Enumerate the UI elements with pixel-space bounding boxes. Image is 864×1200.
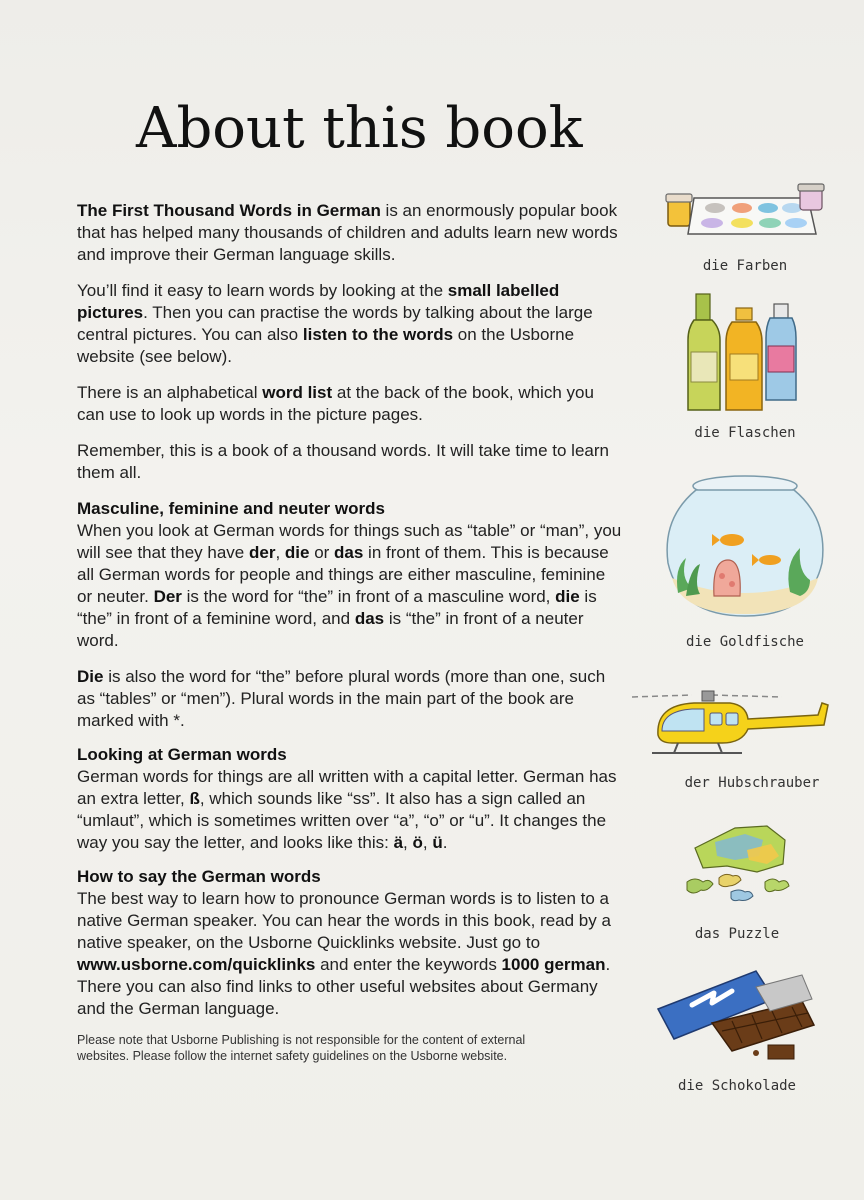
book-title-bold: The First Thousand Words in German: [77, 201, 381, 220]
intro-text: on the Usborne website (see below).: [77, 325, 575, 366]
text: ,: [403, 833, 413, 852]
bold-letter: ä: [393, 833, 404, 852]
bold-letter: ü: [432, 833, 443, 852]
intro-paragraph-1: [77, 200, 622, 266]
bold-word: die: [555, 587, 580, 606]
text: is “the” in front of a feminine word, and: [77, 587, 597, 628]
intro-text: is an enormously popular book that has helped many thousands of children and adults learn new words and improve their German language skills.: [77, 201, 618, 264]
picture-caption: die Flaschen: [694, 425, 796, 441]
intro-paragraph-2: [77, 280, 622, 368]
picture-caption: die Goldfische: [685, 634, 804, 650]
text: is also the word for “the” before plural words (more than one, such as “tables” or “men”). Plural words in the main part of the book are marked with *.: [77, 667, 606, 730]
bold-phrase: small labelled pictures: [77, 281, 560, 322]
section-looking: [77, 744, 622, 854]
text: is “the” in front of a neuter word.: [77, 609, 584, 650]
text: or: [309, 543, 335, 562]
picture-caption: die Farben: [702, 258, 788, 274]
intro-text: You’ll find it easy to learn words by looking at the: [77, 281, 448, 300]
intro-text: . Then you can practise the words by talking about the large central pictures. You can also: [77, 303, 593, 344]
bold-word: die: [284, 543, 310, 562]
bold-letter: ö: [412, 833, 423, 852]
bold-word: das: [354, 609, 385, 628]
bold-word: der: [248, 543, 276, 562]
bold-phrase: word list: [262, 383, 333, 402]
text: When you look at German words for things such as “table” or “man”, you will see that they have: [77, 521, 622, 562]
plural-paragraph: [77, 666, 622, 732]
helicopter-icon: [622, 683, 832, 763]
picture-caption: die Schokolade: [677, 1078, 796, 1094]
intro-text: at the back of the book, which you can use to look up words in the picture pages.: [77, 383, 594, 424]
paint-palette-icon: [660, 180, 830, 250]
text: is the word for “the” in front of a masculine word,: [181, 587, 556, 606]
section-gender: [77, 498, 622, 732]
intro-paragraph-4: Remember, this is a book of a thousand words. It will take time to learn them all.: [77, 441, 609, 482]
text: ,: [275, 543, 285, 562]
text: , which sounds like “ss”. It also has a sign called an “umlaut”, which is sometimes written over “a”, “o” or “u”. It changes the way you say the letter, and looks like this:: [77, 789, 607, 852]
bold-word: das: [334, 543, 364, 562]
goldfish-bowl-icon: [660, 468, 830, 623]
quicklinks-url[interactable]: www.usborne.com/quicklinks: [77, 955, 316, 974]
bottles-icon: [680, 290, 810, 415]
keywords: 1000 german: [501, 955, 606, 974]
bold-word: Der: [153, 587, 182, 606]
page-title: About this book: [136, 96, 583, 161]
text: . There you can also find links to other useful websites about Germany and the German language.: [77, 955, 611, 1018]
safety-note: Please note that Usborne Publishing is not responsible for the content of external websites. Please follow the internet safety guidelines on the Usborne website.: [77, 1033, 526, 1063]
text: The best way to learn how to pronounce German words is to listen to a native German speaker. You can hear the words in this book, read by a native speaker, on the Usborne Quicklinks website. Just go to: [77, 889, 611, 952]
section-say: [77, 866, 622, 1020]
text: ,: [422, 833, 433, 852]
gender-paragraph: [77, 520, 622, 652]
text: in front of them. This is because all German words for people and things are either masculine, feminine or neuter.: [77, 543, 609, 606]
intro-text: There is an alphabetical: [77, 383, 263, 402]
picture-caption: das Puzzle: [694, 926, 780, 942]
text: .: [442, 833, 448, 852]
section-heading: Looking at German words: [77, 745, 287, 764]
picture-caption: der Hubschrauber: [684, 775, 820, 791]
puzzle-icon: [675, 820, 805, 915]
say-paragraph: [77, 888, 622, 1020]
section-heading: Masculine, feminine and neuter words: [77, 499, 385, 518]
bold-phrase: listen to the words: [302, 325, 454, 344]
chocolate-icon: [652, 965, 817, 1065]
bold-word: Die: [77, 667, 104, 686]
looking-paragraph: [77, 766, 622, 854]
body-text: [77, 200, 622, 1064]
section-heading: How to say the German words: [77, 867, 321, 886]
text: and enter the keywords: [315, 955, 502, 974]
text: German words for things are all written with a capital letter. German has an extra letter,: [77, 767, 617, 808]
intro-paragraph-3: [77, 382, 622, 426]
bold-letter: ß: [189, 789, 200, 808]
